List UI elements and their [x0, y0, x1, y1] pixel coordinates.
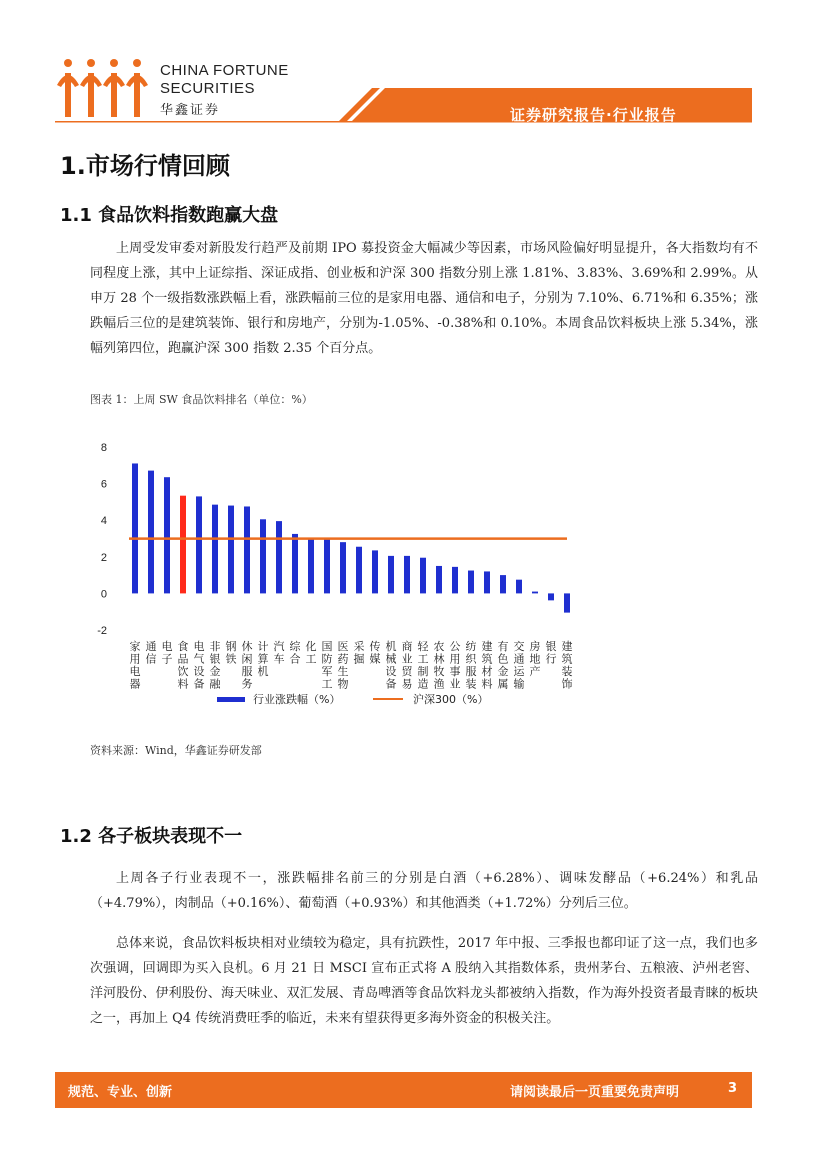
bar-计算机	[260, 519, 266, 593]
category-label: 纺织服装	[465, 640, 477, 691]
bar-汽车	[276, 521, 282, 593]
y-tick-label: -2	[97, 625, 107, 637]
chart-source: 资料来源：Wind，华鑫证券研发部	[90, 744, 262, 757]
y-tick-label: 4	[100, 515, 107, 528]
category-label: 计算机	[257, 640, 269, 678]
bar-采掘	[356, 547, 362, 594]
bar-钢铁	[228, 506, 234, 594]
bar-家用电器	[132, 463, 138, 593]
category-label: 通信	[145, 640, 157, 666]
bar-电子	[164, 477, 170, 593]
industry-ranking-chart	[85, 430, 605, 720]
bar-交通运输	[516, 580, 522, 594]
category-label: 银行	[545, 640, 557, 666]
section-title: 1.市场行情回顾	[60, 152, 230, 180]
category-label: 公用事业	[449, 640, 461, 691]
category-label: 电气设备	[193, 640, 205, 691]
footer-disclaimer-link[interactable]: 请阅读最后一页重要免责声明	[510, 1085, 680, 1100]
category-label: 房地产	[529, 640, 541, 678]
bar-农林牧渔	[436, 566, 442, 593]
bar-国防军工	[324, 539, 330, 593]
category-label: 综合	[289, 640, 301, 666]
category-label: 休闲服务	[241, 640, 253, 691]
bar-建筑材料	[484, 571, 490, 593]
y-tick-label: 0	[100, 588, 107, 601]
category-label: 非银金融	[209, 640, 221, 691]
bar-银行	[548, 593, 554, 600]
category-label: 电子	[161, 640, 173, 666]
category-label: 食品饮料	[177, 640, 189, 691]
legend-label-bar: 行业涨跌幅（%）	[253, 693, 341, 706]
category-label: 机械设备	[385, 640, 397, 691]
footer-slogan: 规范、专业、创新	[68, 1085, 173, 1100]
category-label: 交通运输	[513, 640, 525, 691]
brand-name-en-1: CHINA FORTUNE	[160, 62, 289, 79]
chart-legend	[217, 692, 488, 706]
category-label: 医药生物	[337, 640, 349, 691]
subsection-title-1-1: 1.1 食品饮料指数跑赢大盘	[60, 205, 279, 226]
bar-电气设备	[196, 496, 202, 593]
bar-医药生物	[340, 542, 346, 593]
category-label: 化工	[305, 640, 317, 666]
bar-休闲服务	[244, 506, 250, 593]
category-label: 汽车	[273, 640, 285, 666]
bar-非银金融	[212, 505, 218, 594]
bar-传媒	[372, 550, 378, 593]
y-axis-ticks	[97, 442, 107, 637]
y-tick-label: 6	[100, 478, 107, 491]
bar-商业贸易	[404, 556, 410, 594]
category-label: 建筑装饰	[561, 640, 573, 691]
bar-有色金属	[500, 575, 506, 593]
paragraph-subsector: 上周各子行业表现不一，涨跌幅排名前三的分别是白酒（+6.28%）、调味发酵品（+6.24%）和乳品（+4.79%），肉制品（+0.16%）、葡萄酒（+0.93%）和其他酒类（+1.72%）分列后三位。	[90, 871, 758, 911]
bar-纺织服装	[468, 571, 474, 594]
category-label: 农林牧渔	[433, 640, 445, 691]
bar-轻工制造	[420, 558, 426, 594]
brand-name-cn: 华鑫证券	[160, 103, 221, 118]
page-number: 3	[728, 1081, 738, 1096]
report-type-banner: 证券研究报告·行业报告	[510, 106, 677, 124]
legend-label-line: 沪深300（%）	[413, 693, 489, 706]
bar-公用事业	[452, 567, 458, 594]
header	[0, 0, 827, 130]
bar-建筑装饰	[564, 593, 570, 612]
category-label: 家用电器	[129, 640, 141, 691]
category-label: 有色金属	[497, 640, 509, 691]
bar-化工	[308, 539, 314, 593]
bar-综合	[292, 534, 298, 593]
bar-机械设备	[388, 556, 394, 594]
legend-swatch-bar	[217, 697, 245, 702]
y-tick-label: 8	[100, 442, 107, 454]
category-labels	[130, 639, 573, 691]
category-label: 轻工制造	[417, 640, 429, 691]
category-label: 传媒	[369, 640, 381, 666]
y-tick-label: 2	[100, 551, 107, 564]
subsection-title-1-2: 1.2 各子板块表现不一	[60, 826, 243, 847]
bar-食品饮料	[180, 496, 186, 594]
brand-name-en-2: SECURITIES	[160, 80, 256, 97]
paragraph-market-review: 上周受发审委对新股发行趋严及前期 IPO 募投资金大幅减少等因素，市场风险偏好明显提升，各大指数均有不同程度上涨，其中上证综指、深证成指、创业板和沪深 300 指数分别上涨 1.81%、3.83%、3.69%和 2.99%。从申万 28 个一级指数涨跌幅上看，涨跌幅前三位的是家用电器、通信和电子，分别为 7.10%、6.71%和 6.35%；涨跌幅后三位的是建筑装饰、银行和房地产，分别为-1.05%、-0.38%和 0.10%。本周食品饮料板块上涨 5.34%，涨幅列第四位，跑赢沪深 300 指数 2.35 个百分点。	[90, 241, 758, 356]
chart-caption: 图表 1：上周 SW 食品饮料排名（单位：%）	[90, 393, 313, 406]
bar-房地产	[532, 592, 538, 594]
category-label: 建筑材料	[481, 640, 493, 691]
category-label: 采掘	[353, 640, 365, 666]
bar-通信	[148, 471, 154, 594]
category-label: 钢铁	[225, 640, 237, 666]
category-label: 国防军工	[321, 640, 333, 691]
paragraph-outlook: 总体来说，食品饮料板块相对业绩较为稳定，具有抗跌性，2017 年中报、三季报也都印证了这一点，我们也多次强调，回调即为买入良机。6 月 21 日 MSCI 宣布正式将 A 股纳入其指数体系，贵州茅台、五粮液、泸州老窖、洋河股份、伊利股份、海天味业、双汇发展、青岛啤酒等食品饮料龙头都被纳入指数，作为海外投资者最青睐的板块之一，再加上 Q4 传统消费旺季的临近，未来有望获得更多海外资金的积极关注。	[90, 936, 758, 1026]
category-label: 商业贸易	[401, 640, 413, 691]
header-rule	[0, 88, 827, 128]
